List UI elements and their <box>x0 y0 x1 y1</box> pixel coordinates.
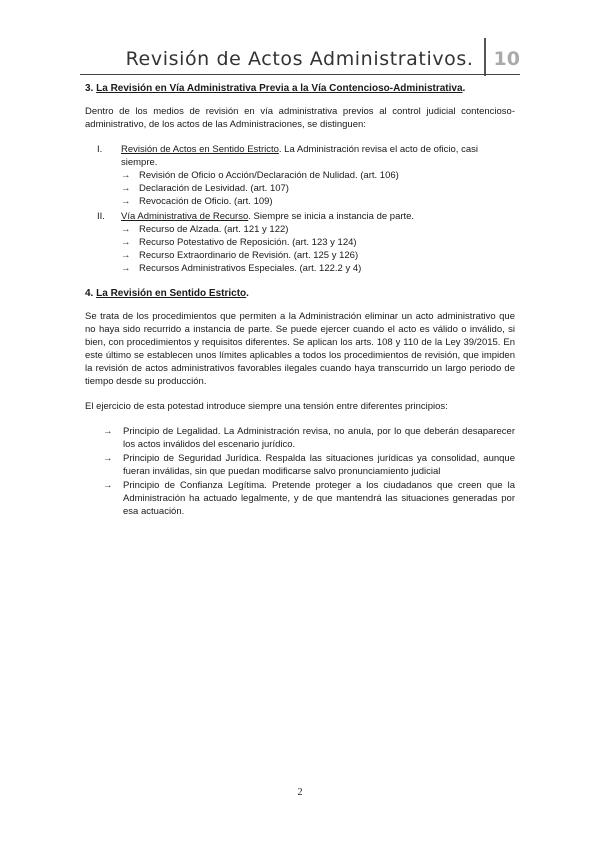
list-item <box>121 249 515 262</box>
subitem-text: Recursos Administrativos Especiales. (art. 122.2 y 4) <box>139 263 362 274</box>
subitem-text: Declaración de Lesividad. (art. 107) <box>139 183 289 194</box>
section-3-title: La Revisión en Vía Administrativa Previa a la Vía Contencioso-Administrativa <box>96 83 463 94</box>
subitem-text: Recurso de Alzada. (art. 121 y 122) <box>139 224 289 235</box>
section-4-paragraph-1: Se trata de los procedimientos que permiten a la Administración eliminar un acto administrativo que no haya sido recurrido a instancia de parte. Se puede ejercer cuando el acto es válido o inválido, si bien, con procedimientos y requisitos diferentes. Se aplican los arts. 108 y 110 de la Ley 39/2015. En este último se establecen unos límites aplicables a todos los procedimientos de revisión, que impiden la revisión de actos administrativos favorables ilegales cuando haya transcurrido un largo periodo de tiempo desde su producción. <box>85 311 515 387</box>
section-4-heading <box>85 287 515 300</box>
section-4-title-end: . <box>246 288 249 299</box>
principle-text: Principio de Confianza Legítima. Pretende proteger a los ciudadanos que creen que la Administración ha actuado legalmente, y de que mantendrá las situaciones generadas por esa actuación. <box>123 480 515 517</box>
principle-text: Principio de Legalidad. La Administración revisa, no anula, por lo que deberán desaparecer los actos inválidos del escenario jurídico. <box>123 426 515 450</box>
subitem-text: Recurso Extraordinario de Revisión. (art. 125 y 126) <box>139 250 359 261</box>
list-item-confianza <box>85 479 515 518</box>
principles-list <box>85 425 515 518</box>
arrow-icon: → <box>121 263 131 274</box>
section-3-heading <box>85 82 515 95</box>
page-content <box>85 82 515 519</box>
arrow-icon: → <box>121 170 131 181</box>
list-item-seguridad <box>85 452 515 478</box>
subitem-text: Revocación de Oficio. (art. 109) <box>139 196 273 207</box>
header-title: Revisión de Actos Administrativos. <box>125 48 474 70</box>
arrow-icon: → <box>103 426 113 437</box>
item-number: I. <box>97 144 103 155</box>
item-number: II. <box>97 211 105 222</box>
section-3-intro: Dentro de los medios de revisión en vía administrativa previos al control judicial contencioso-administrativo, de los actos de las Administraciones, se distinguen: <box>85 106 515 130</box>
arrow-icon: → <box>121 196 131 207</box>
page-header <box>126 36 520 76</box>
sublist-revision-estricto <box>121 169 515 208</box>
list-item <box>121 236 515 249</box>
arrow-icon: → <box>103 453 113 464</box>
list-item-via-recurso <box>85 210 515 275</box>
subitem-text: Revisión de Oficio o Acción/Declaración de Nulidad. (art. 106) <box>139 170 399 181</box>
list-item-revision-estricto <box>85 143 515 208</box>
list-item-legalidad <box>85 425 515 451</box>
item-label: Revisión de Actos en Sentido Estricto <box>121 144 279 155</box>
list-item <box>121 223 515 236</box>
list-item <box>121 262 515 275</box>
section-4-title: La Revisión en Sentido Estricto <box>96 288 247 299</box>
item-label: Vía Administrativa de Recurso <box>121 211 249 222</box>
section-3-title-end: . <box>462 83 466 94</box>
arrow-icon: → <box>121 250 131 261</box>
list-item <box>121 195 515 208</box>
section-3-number: 3. <box>85 83 94 94</box>
revision-types-list <box>85 143 515 275</box>
page-number: 2 <box>297 787 303 798</box>
subitem-text: Recurso Potestativo de Reposición. (art. 123 y 124) <box>139 237 357 248</box>
section-4-number: 4. <box>85 288 94 299</box>
principle-text: Principio de Seguridad Jurídica. Respalda las situaciones jurídicas ya consolidad, aunque fueran inválidas, sin que puedan modificarse salvo pronunciamiento judicial <box>123 453 515 477</box>
section-4-paragraph-2: El ejercicio de esta potestad introduce siempre una tensión entre diferentes principios: <box>85 401 448 412</box>
arrow-icon: → <box>121 224 131 235</box>
item-desc: . Siempre se inicia a instancia de parte. <box>248 211 415 222</box>
sublist-via-recurso <box>121 223 515 275</box>
arrow-icon: → <box>121 183 131 194</box>
list-item <box>121 169 515 182</box>
list-item <box>121 182 515 195</box>
arrow-icon: → <box>121 237 131 248</box>
arrow-icon: → <box>103 480 113 491</box>
header-chapter-number: 10 <box>493 48 520 70</box>
item-desc: . La Administración revisa el acto de oficio, casi siempre. <box>121 144 478 168</box>
header-rule <box>80 74 520 75</box>
